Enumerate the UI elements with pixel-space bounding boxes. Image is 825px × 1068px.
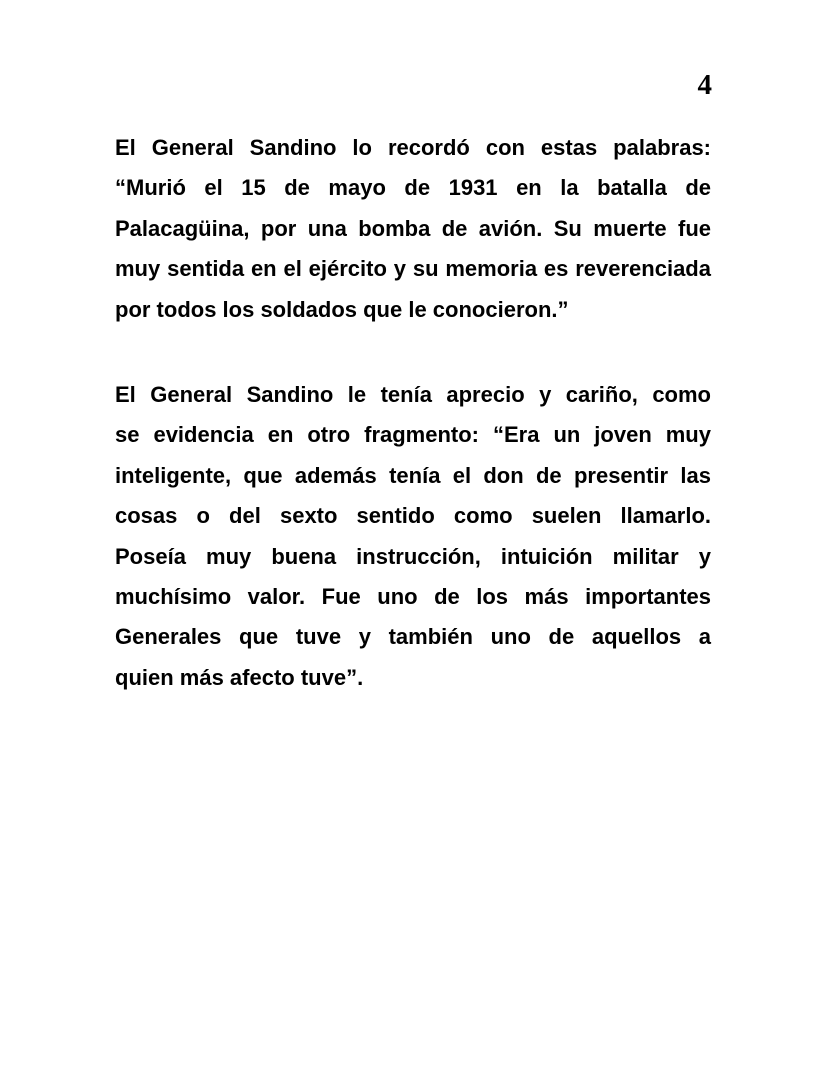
text-line: Palacagüina, por una bomba de avión. Su muerte fue xyxy=(115,215,711,241)
text-line: El General Sandino lo recordó con estas palabras: xyxy=(115,135,711,160)
text-line: Generales que tuve y también uno de aquellos a xyxy=(115,624,711,650)
text-line: inteligente, que además tenía el don de presentir las xyxy=(115,462,711,488)
page-number: 4 xyxy=(697,69,712,101)
text-line: muy sentida en el ejército y su memoria es reverenciada xyxy=(115,256,711,282)
page-content xyxy=(115,128,711,743)
text-line: “Murió el 15 de mayo de 1931 en la batalla de xyxy=(115,175,711,201)
text-line: muchísimo valor. Fue uno de los más importantes xyxy=(115,584,711,610)
text-line: por todos los soldados que le conocieron.” xyxy=(115,296,569,322)
text-line: Poseía muy buena instrucción, intuición militar y xyxy=(115,543,711,569)
text-line: se evidencia en otro fragmento: “Era un joven muy xyxy=(115,422,711,448)
text-line: cosas o del sexto sentido como suelen llamarlo. xyxy=(115,503,711,529)
text-line: El General Sandino le tenía aprecio y cariño, como xyxy=(115,382,711,408)
paragraph-2 xyxy=(115,375,711,698)
paragraph-1 xyxy=(115,128,711,330)
text-line: quien más afecto tuve”. xyxy=(115,664,364,690)
